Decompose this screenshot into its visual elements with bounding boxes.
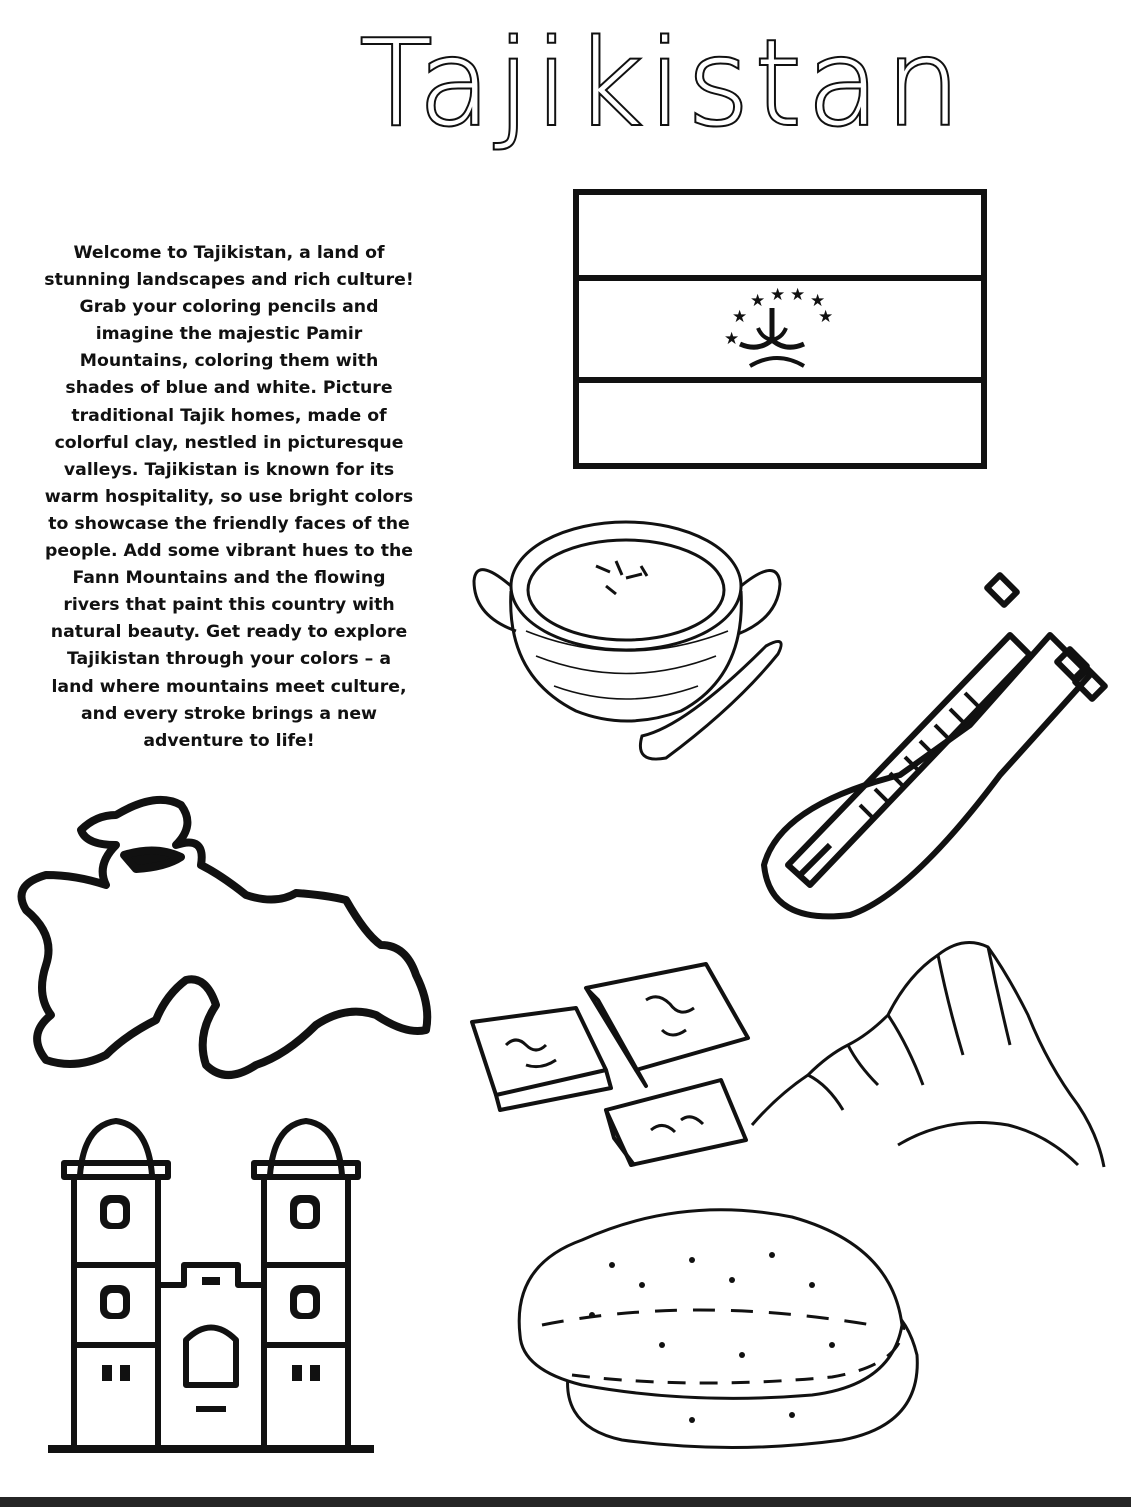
svg-text:★: ★: [818, 307, 834, 327]
sweets-icon: [466, 960, 754, 1168]
fortress-icon: [44, 1115, 378, 1455]
svg-text:★: ★: [770, 285, 786, 305]
svg-text:★: ★: [750, 291, 766, 311]
svg-text:★: ★: [732, 307, 748, 327]
flatbread-icon: [512, 1205, 924, 1453]
soup-bowl-icon: [466, 506, 786, 756]
svg-text:★: ★: [724, 329, 740, 349]
mountain-icon: [748, 935, 1108, 1167]
page-title: Tajikistan: [360, 14, 967, 152]
intro-paragraph: Welcome to Tajikistan, a land of stunning landscapes and rich culture! Grab your coloring pencils and imagine the majestic Pamir Mountains, coloring them with shades of blue and white. Picture traditional Tajik homes, made of colorful clay, nestled in picturesque valleys. Tajikistan is known for its warm hospitality, so use bright colors to showcase the friendly faces of the people. Add some vibrant hues to the Fann Mountains and the flowing rivers that paint this country with natural beauty. Get ready to explore Tajikistan through your colors – a land where mountains meet culture, and every stroke brings a new adventure to life!: [44, 243, 414, 751]
map-icon: [6, 785, 438, 1085]
flag-icon: [572, 188, 988, 470]
svg-text:★: ★: [790, 285, 806, 305]
svg-text:★: ★: [810, 291, 826, 311]
bottom-bar: [0, 1497, 1131, 1507]
rubab-icon: [760, 575, 1118, 920]
